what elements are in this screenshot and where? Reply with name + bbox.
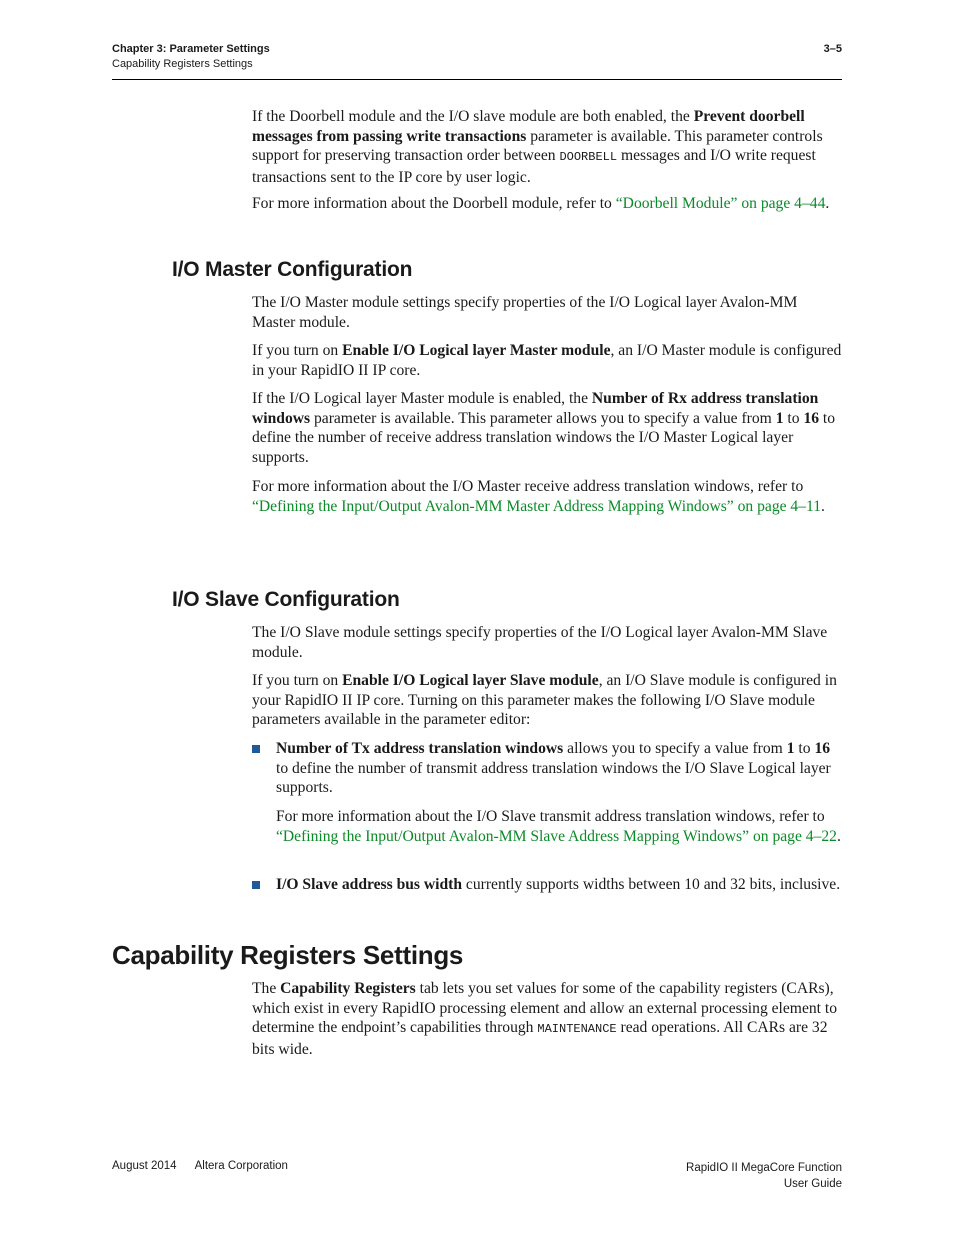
- param-name: I/O Slave address bus width: [276, 876, 463, 893]
- io-master-reference-paragraph: For more information about the I/O Master receive address translation windows, refer to “Defining the Input/Output Avalon-MM Master Address Mapping Windows” on page 4–11.: [252, 478, 825, 515]
- bullet-icon: [252, 745, 260, 753]
- header-chapter: Chapter 3: Parameter Settings: [112, 43, 270, 55]
- doorbell-paragraph: If the Doorbell module and the I/O slave module are both enabled, the Prevent doorbell messages from passing write transactions parameter is available. This parameter controls support for preserving transaction order between DOORBELL messages and I/O write request transactions sent to the IP core by user logic.: [252, 108, 823, 186]
- footer-subtitle: User Guide: [783, 1178, 842, 1190]
- header-page-number: 3–5: [823, 43, 842, 55]
- code-term: MAINTENANCE: [537, 1022, 617, 1037]
- bullet-icon: [252, 881, 260, 889]
- page-footer-left: [112, 1160, 288, 1172]
- code-term: DOORBELL: [559, 150, 618, 165]
- param-name: Number of Tx address translation windows: [276, 740, 564, 757]
- doorbell-module-link[interactable]: “Doorbell Module” on page 4–44: [615, 195, 826, 212]
- io-slave-reference-paragraph: For more information about the I/O Slave transmit address translation windows, refer to “Defining the Input/Output Avalon-MM Slave Address Mapping Windows” on page 4–22.: [276, 808, 841, 845]
- slave-address-mapping-link[interactable]: “Defining the Input/Output Avalon-MM Slave Address Mapping Windows” on page 4–22: [276, 827, 837, 845]
- page-header: [112, 43, 842, 80]
- io-slave-paragraph-2: If you turn on Enable I/O Logical layer Slave module, an I/O Slave module is configured in your RapidIO II IP core. Turning on this parameter makes the following I/O Slave module parameters available in the parameter editor:: [252, 672, 837, 729]
- master-address-mapping-link[interactable]: “Defining the Input/Output Avalon-MM Master Address Mapping Windows” on page 4–11: [252, 497, 822, 515]
- capability-registers-heading: Capability Registers Settings: [112, 940, 464, 970]
- io-master-paragraph-1: The I/O Master module settings specify properties of the I/O Logical layer Avalon-MM Master module.: [252, 294, 798, 331]
- capability-paragraph: The Capability Registers tab lets you set values for some of the capability registers (CARs), which exist in every RapidIO processing element and allow an external processing element to determine the endpoint’s capabilities through MAINTENANCE read operations. All CARs are 32 bits wide.: [252, 980, 838, 1058]
- doorbell-reference-paragraph: For more information about the Doorbell module, refer to “Doorbell Module” on page 4–44.: [252, 195, 830, 212]
- io-slave-paragraph-1: The I/O Slave module settings specify properties of the I/O Logical layer Avalon-MM Slave module.: [252, 624, 828, 661]
- page-footer-right: [686, 1160, 842, 1192]
- bullet-item-bus-width: I/O Slave address bus width currently supports widths between 10 and 32 bits, inclusive.: [276, 876, 841, 893]
- param-name: Number of Rx address translation windows: [252, 390, 819, 427]
- param-name: Prevent doorbell messages from passing write transactions: [252, 108, 805, 145]
- footer-company: Altera Corporation: [194, 1160, 288, 1172]
- param-name: Enable I/O Logical layer Master module: [342, 342, 611, 359]
- io-slave-heading: I/O Slave Configuration: [172, 588, 400, 611]
- io-master-paragraph-3: If the I/O Logical layer Master module is enabled, the Number of Rx address translation windows parameter is available. This parameter allows you to specify a value from 1 to 16 to define the number of receive address translation windows the I/O Master Logical layer supports.: [252, 390, 836, 466]
- param-name: Capability Registers: [280, 980, 416, 997]
- footer-title: RapidIO II MegaCore Function: [686, 1162, 842, 1174]
- footer-date: August 2014: [112, 1160, 177, 1172]
- io-master-heading: I/O Master Configuration: [172, 258, 413, 281]
- header-section: Capability Registers Settings: [112, 58, 253, 70]
- param-name: Enable I/O Logical layer Slave module: [342, 672, 599, 689]
- bullet-item-tx-windows: Number of Tx address translation windows allows you to specify a value from 1 to 16 to define the number of transmit address translation windows the I/O Slave Logical layer supports.: [276, 740, 831, 797]
- io-master-paragraph-2: If you turn on Enable I/O Logical layer Master module, an I/O Master module is configured in your RapidIO II IP core.: [252, 342, 842, 379]
